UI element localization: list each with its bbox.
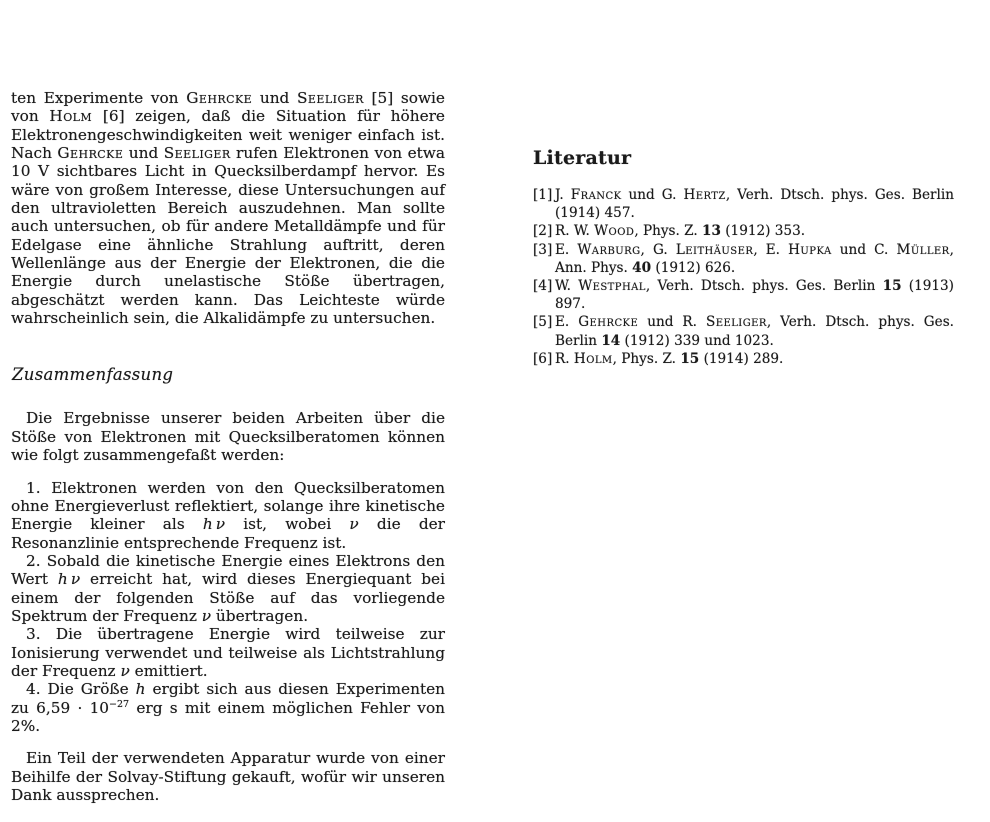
text-run: Seeliger [163,144,231,163]
text-run: erreicht hat, wird dieses Energiequant bei einem der folgenden Stöße auf das vorliegende Spektrum der Frequenz [11,570,445,625]
text-run: 2. Sobald die kinetische Energie eines Elektrons den Wert [11,551,445,589]
reference-2 [533,222,954,240]
text-run: 14 [601,332,621,349]
text-run: Hupka [788,241,832,258]
literature-heading: Literatur [533,147,632,169]
text-run: Müller [896,241,950,258]
text-run: h ν [202,515,226,534]
text-run: Ein Teil der verwendeten Apparatur wurde von einer Beihilfe der Solvay-Stiftung gekauft, wofür wir unseren Dank aussprechen. [11,749,445,804]
text-run: , Verh. Dtsch. phys. Ges. Berlin (1914) 457. [555,187,955,222]
text-run: W. [555,278,579,295]
text-run: ist, wobei [225,515,350,534]
reference-6 [533,350,954,368]
text-run: , Ann. Phys. [555,241,954,276]
summary-item-4 [11,680,445,735]
reference-text [555,350,954,368]
text-run: (1914) 289. [699,350,784,367]
text-run: Seeliger [297,89,364,107]
text-run: , E. [753,241,789,258]
reference-label: [5] [533,314,553,331]
paragraph-continuation [11,89,445,327]
text-run: h [135,680,146,699]
text-run: ν [349,515,359,534]
reference-1 [533,186,954,222]
text-run: und R. [638,314,706,331]
text-run: Gehrcke [578,314,639,331]
text-run: Hertz [683,187,726,203]
reference-label: [2] [533,223,553,240]
text-run: Seeliger [705,314,767,331]
text-run: erg s mit einem möglichen Fehler von 2%. [11,698,446,735]
text-run: 13 [702,223,721,240]
text-run: Leithäuser [675,241,754,258]
text-run: (1912) 339 und 1023. [620,332,774,349]
text-run: h ν [57,570,81,589]
text-run: (1913) 897. [555,278,954,313]
text-run: , Verh. Dtsch. phys. Ges. Berlin [555,314,954,349]
left-column [11,89,445,804]
summary-item-1 [11,479,445,552]
summary-item-2 [11,552,445,625]
text-run: übertragen. [211,606,309,625]
reference-label: [6] [533,350,553,367]
text-run: 15 [680,350,700,367]
reference-text [555,313,954,349]
literature-section [533,147,954,368]
text-run: 3. Die übertragene Energie wird teilweise zur Ionisierung verwendet und teilweise als Lichtstrahlung der Frequenz [11,625,445,680]
text-run: Holm [573,350,613,367]
text-run: (1912) 626. [651,259,736,276]
text-run: 4. Die Größe [26,680,136,699]
reference-label: [4] [533,278,553,295]
reference-list [533,186,954,368]
reference-text [555,277,954,313]
text-run: Die Ergebnisse unserer beiden Arbeiten über die Stöße von Elektronen mit Quecksilberatomen können wie folgt zusammengefaßt werden: [11,409,445,465]
text-run: und [123,144,164,163]
section-heading-zusammenfassung: Zusammenfassung [12,365,174,385]
text-run: J. [555,187,571,203]
text-run: 15 [882,278,902,295]
text-run: ν [201,606,212,625]
text-run: −27 [109,698,130,710]
summary-intro-paragraph [11,409,445,464]
text-run: und G. [621,187,684,203]
reference-5 [533,313,954,349]
reference-4 [533,277,954,313]
text-run: , G. [640,241,676,258]
reference-text [555,241,954,277]
text-run: die der Resonanzlinie entsprechende Frequenz ist. [11,515,445,552]
text-run: emittiert. [129,661,208,680]
text-run: 1. Elektronen werden von den Quecksilberatomen ohne Energieverlust reflektiert, solange ihre kinetische Energie kleiner als [11,478,445,534]
acknowledgement-paragraph [11,749,445,804]
reference-text [555,186,954,222]
text-run: und [252,89,297,107]
text-run: [5] sowie von [11,89,445,126]
text-run: , Verh. Dtsch. phys. Ges. Berlin [645,278,883,295]
text-run: Wood [594,223,635,240]
reference-label: [3] [533,241,553,258]
summary-section [11,409,445,804]
text-run: Gehrcke [57,144,124,163]
text-run: ν [120,661,130,680]
reference-3 [533,241,954,277]
text-run: [6] zeigen, daß die Situation für höhere Elektronengeschwindigkeiten weit weniger einfach ist. Nach [11,107,445,163]
reference-text [555,222,954,240]
text-run: , Phys. Z. [612,350,681,367]
text-run: und C. [831,241,897,258]
text-run: , Phys. Z. [634,223,703,240]
text-run: 40 [632,259,652,276]
text-run: E. [555,241,578,258]
text-run: E. [555,314,579,331]
text-run: ergibt sich aus diesen Experimenten zu 6,59 · 10 [11,680,445,717]
text-run: Warburg [577,241,641,258]
text-run: rufen Elektronen von etwa 10 V sichtbares Licht in Quecksilberdampf hervor. Es wäre von großem Interesse, diese Untersuchungen auf den ultravioletten Bereich auszudehnen. Man sollte auch untersuchen, ob für andere Metalldämpfe und für Edelgase eine ähnliche Strahlung auftritt, deren Wellenlänge aus der Energie der Elektronen, die die Energie durch unelastische Stöße übertragen, abgeschätzt werden kann. Das Leichteste würde wahrscheinlich sein, die Alkalidämpfe zu untersuchen. [11,144,445,328]
text-run: Gehrcke [186,89,253,107]
text-run: Holm [49,107,93,126]
text-run: R. [555,350,574,367]
text-run: Franck [570,187,622,203]
text-run: ten Experimente von [11,89,187,107]
text-run: R. W. [555,223,595,240]
text-run: Westphal [578,278,646,295]
text-run: (1912) 353. [720,223,806,240]
summary-item-3 [11,625,445,680]
reference-label: [1] [533,187,553,203]
